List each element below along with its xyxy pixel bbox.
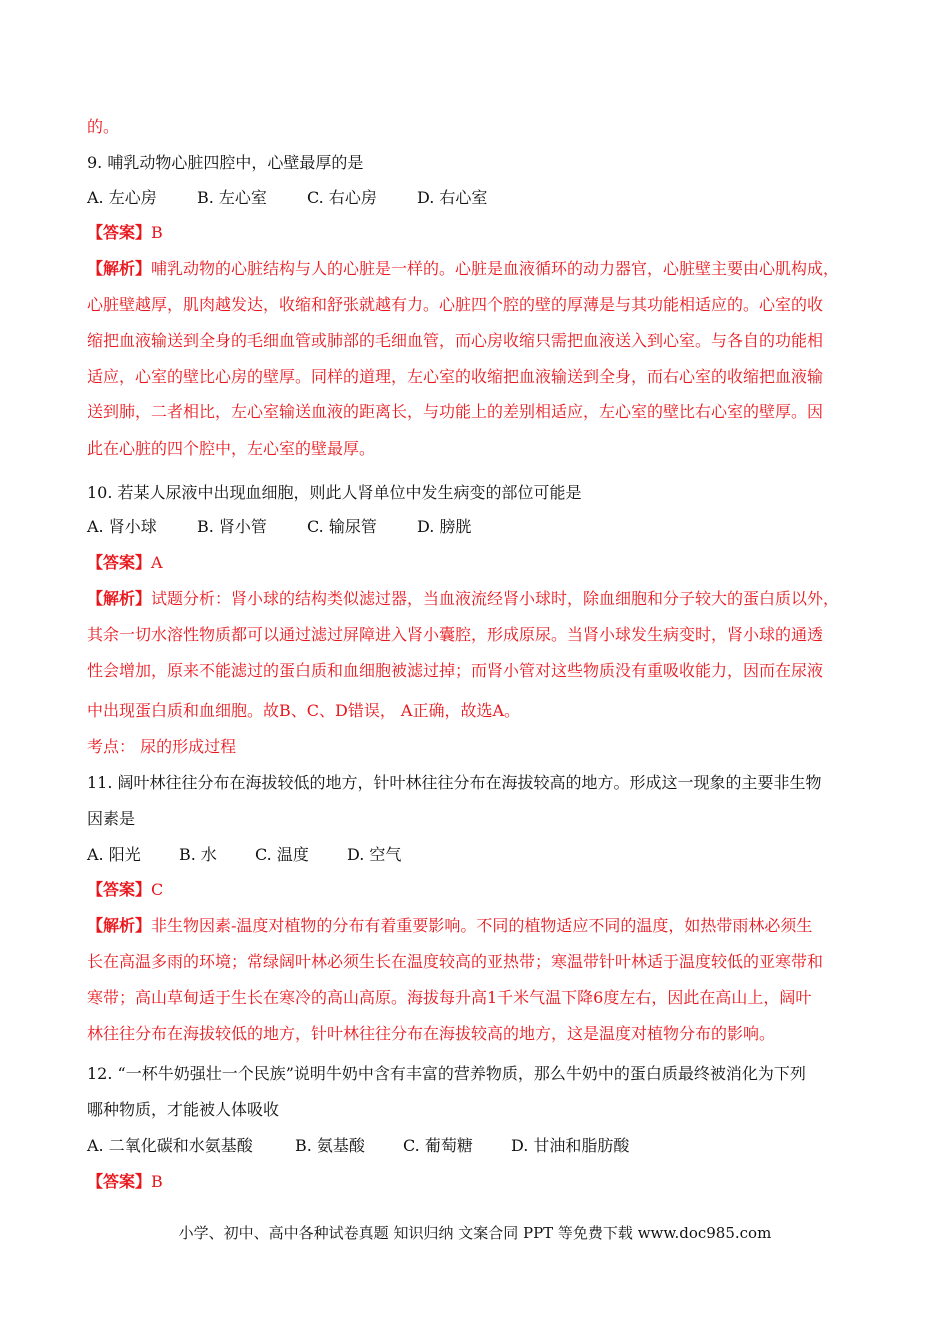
explanation-11-line-2: 长在高温多雨的环境；常绿阔叶林必须生长在温度较高的亚热带；寒温带针叶林适于温度较低的亚寒带和 [87, 952, 824, 971]
question-11-line-2: 因素是 [87, 809, 136, 828]
explanation-text: 试题分析：肾小球的结构类似滤过器，当血液流经肾小球时，除血细胞和分子较大的蛋白质以外， [151, 589, 840, 608]
option-c: C. 右心房 [307, 188, 377, 207]
option-d: D. 空气 [347, 845, 402, 864]
explanation-9-line-2: 心脏壁越厚，肌肉越发达，收缩和舒张就越有力。心脏四个腔的壁的厚薄是与其功能相适应的。心室的收 [87, 295, 824, 314]
explanation-tag: 【解析】 [87, 916, 152, 935]
question-12-line-2: 哪种物质，才能被人体吸收 [87, 1100, 280, 1119]
question-12-line-1: 12. “一杯牛奶强壮一个民族”说明牛奶中含有丰富的营养物质，那么牛奶中的蛋白质最终被消化为下列 [87, 1064, 806, 1083]
answer-9 [87, 223, 163, 243]
option-b: B. 肾小管 [197, 517, 267, 536]
option-a: A. 二氧化碳和水氨基酸 [87, 1136, 253, 1155]
answer-tag: 【答案】 [87, 223, 152, 242]
question-10: 10. 若某人尿液中出现血细胞，则此人肾单位中发生病变的部位可能是 [87, 483, 582, 502]
answer-value: B [151, 223, 163, 242]
explanation-text: 哺乳动物的心脏结构与人的心脏是一样的。心脏是血液循环的动力器官，心脏壁主要由心肌构成， [151, 259, 840, 278]
option-a: A. 阳光 [87, 845, 141, 864]
key-point-10: 考点： 尿的形成过程 [87, 737, 237, 756]
explanation-9-line-6: 此在心脏的四个腔中，左心室的壁最厚。 [87, 439, 376, 458]
explanation-10-line-2: 其余一切水溶性物质都可以通过滤过屏障进入肾小囊腔，形成原尿。当肾小球发生病变时，肾小球的通透 [87, 625, 824, 644]
explanation-10-line-1 [87, 589, 839, 609]
answer-tag: 【答案】 [87, 553, 152, 572]
explanation-9-line-5: 送到肺，二者相比，左心室输送血液的距离长，与功能上的差别相适应，左心室的壁比右心室的壁厚。因 [87, 402, 824, 421]
answer-value: B [151, 1172, 163, 1191]
answer-value: A [151, 553, 163, 572]
question-11-line-1: 11. 阔叶林往往分布在海拔较低的地方，针叶林往往分布在海拔较高的地方。形成这一现象的主要非生物 [87, 773, 822, 792]
question-11-options [87, 845, 401, 865]
option-a: A. 左心房 [87, 188, 157, 207]
answer-tag: 【答案】 [87, 1172, 152, 1191]
option-d: D. 甘油和脂肪酸 [511, 1136, 630, 1155]
question-9-options [87, 188, 487, 208]
prev-explanation-tail: 的。 [87, 117, 120, 136]
option-b: B. 左心室 [197, 188, 267, 207]
answer-value: C [151, 880, 164, 899]
explanation-text: 非生物因素-温度对植物的分布有着重要影响。不同的植物适应不同的温度，如热带雨林必须生 [151, 916, 813, 935]
question-10-options [87, 517, 471, 537]
option-d: D. 膀胱 [417, 517, 472, 536]
option-d: D. 右心室 [417, 188, 488, 207]
explanation-11-line-1 [87, 916, 812, 936]
explanation-11-line-4: 林往往分布在海拔较低的地方，针叶林往往分布在海拔较高的地方，这是温度对植物分布的影响。 [87, 1024, 776, 1043]
option-b: B. 水 [179, 845, 217, 864]
option-a: A. 肾小球 [87, 517, 157, 536]
option-b: B. 氨基酸 [295, 1136, 365, 1155]
question-12-options [87, 1136, 629, 1156]
answer-11 [87, 880, 163, 900]
explanation-10-line-4: 中出现蛋白质和血细胞。故B、C、D错误， A正确，故选A。 [87, 701, 521, 720]
question-9: 9. 哺乳动物心脏四腔中，心壁最厚的是 [87, 153, 364, 172]
option-c: C. 温度 [255, 845, 309, 864]
page-footer: 小学、初中、高中各种试卷真题 知识归纳 文案合同 PPT 等免费下载 www.doc985.com [178, 1224, 772, 1242]
explanation-9-line-3: 缩把血液输送到全身的毛细血管或肺部的毛细血管，而心房收缩只需把血液送入到心室。与各自的功能相 [87, 331, 824, 350]
explanation-9-line-1 [87, 259, 839, 279]
explanation-10-line-3: 性会增加，原来不能滤过的蛋白质和血细胞被滤过掉；而肾小管对这些物质没有重吸收能力，因而在尿液 [87, 661, 824, 680]
answer-10 [87, 553, 163, 573]
answer-tag: 【答案】 [87, 880, 152, 899]
explanation-9-line-4: 适应，心室的壁比心房的壁厚。同样的道理，左心室的收缩把血液输送到全身，而右心室的收缩把血液输 [87, 367, 824, 386]
option-c: C. 葡萄糖 [403, 1136, 473, 1155]
answer-12 [87, 1172, 163, 1192]
explanation-11-line-3: 寒带；高山草甸适于生长在寒冷的高山高原。海拔每升高1千米气温下降6度左右，因此在高山上，阔叶 [87, 988, 812, 1007]
explanation-tag: 【解析】 [87, 589, 152, 608]
explanation-tag: 【解析】 [87, 259, 152, 278]
option-c: C. 输尿管 [307, 517, 377, 536]
